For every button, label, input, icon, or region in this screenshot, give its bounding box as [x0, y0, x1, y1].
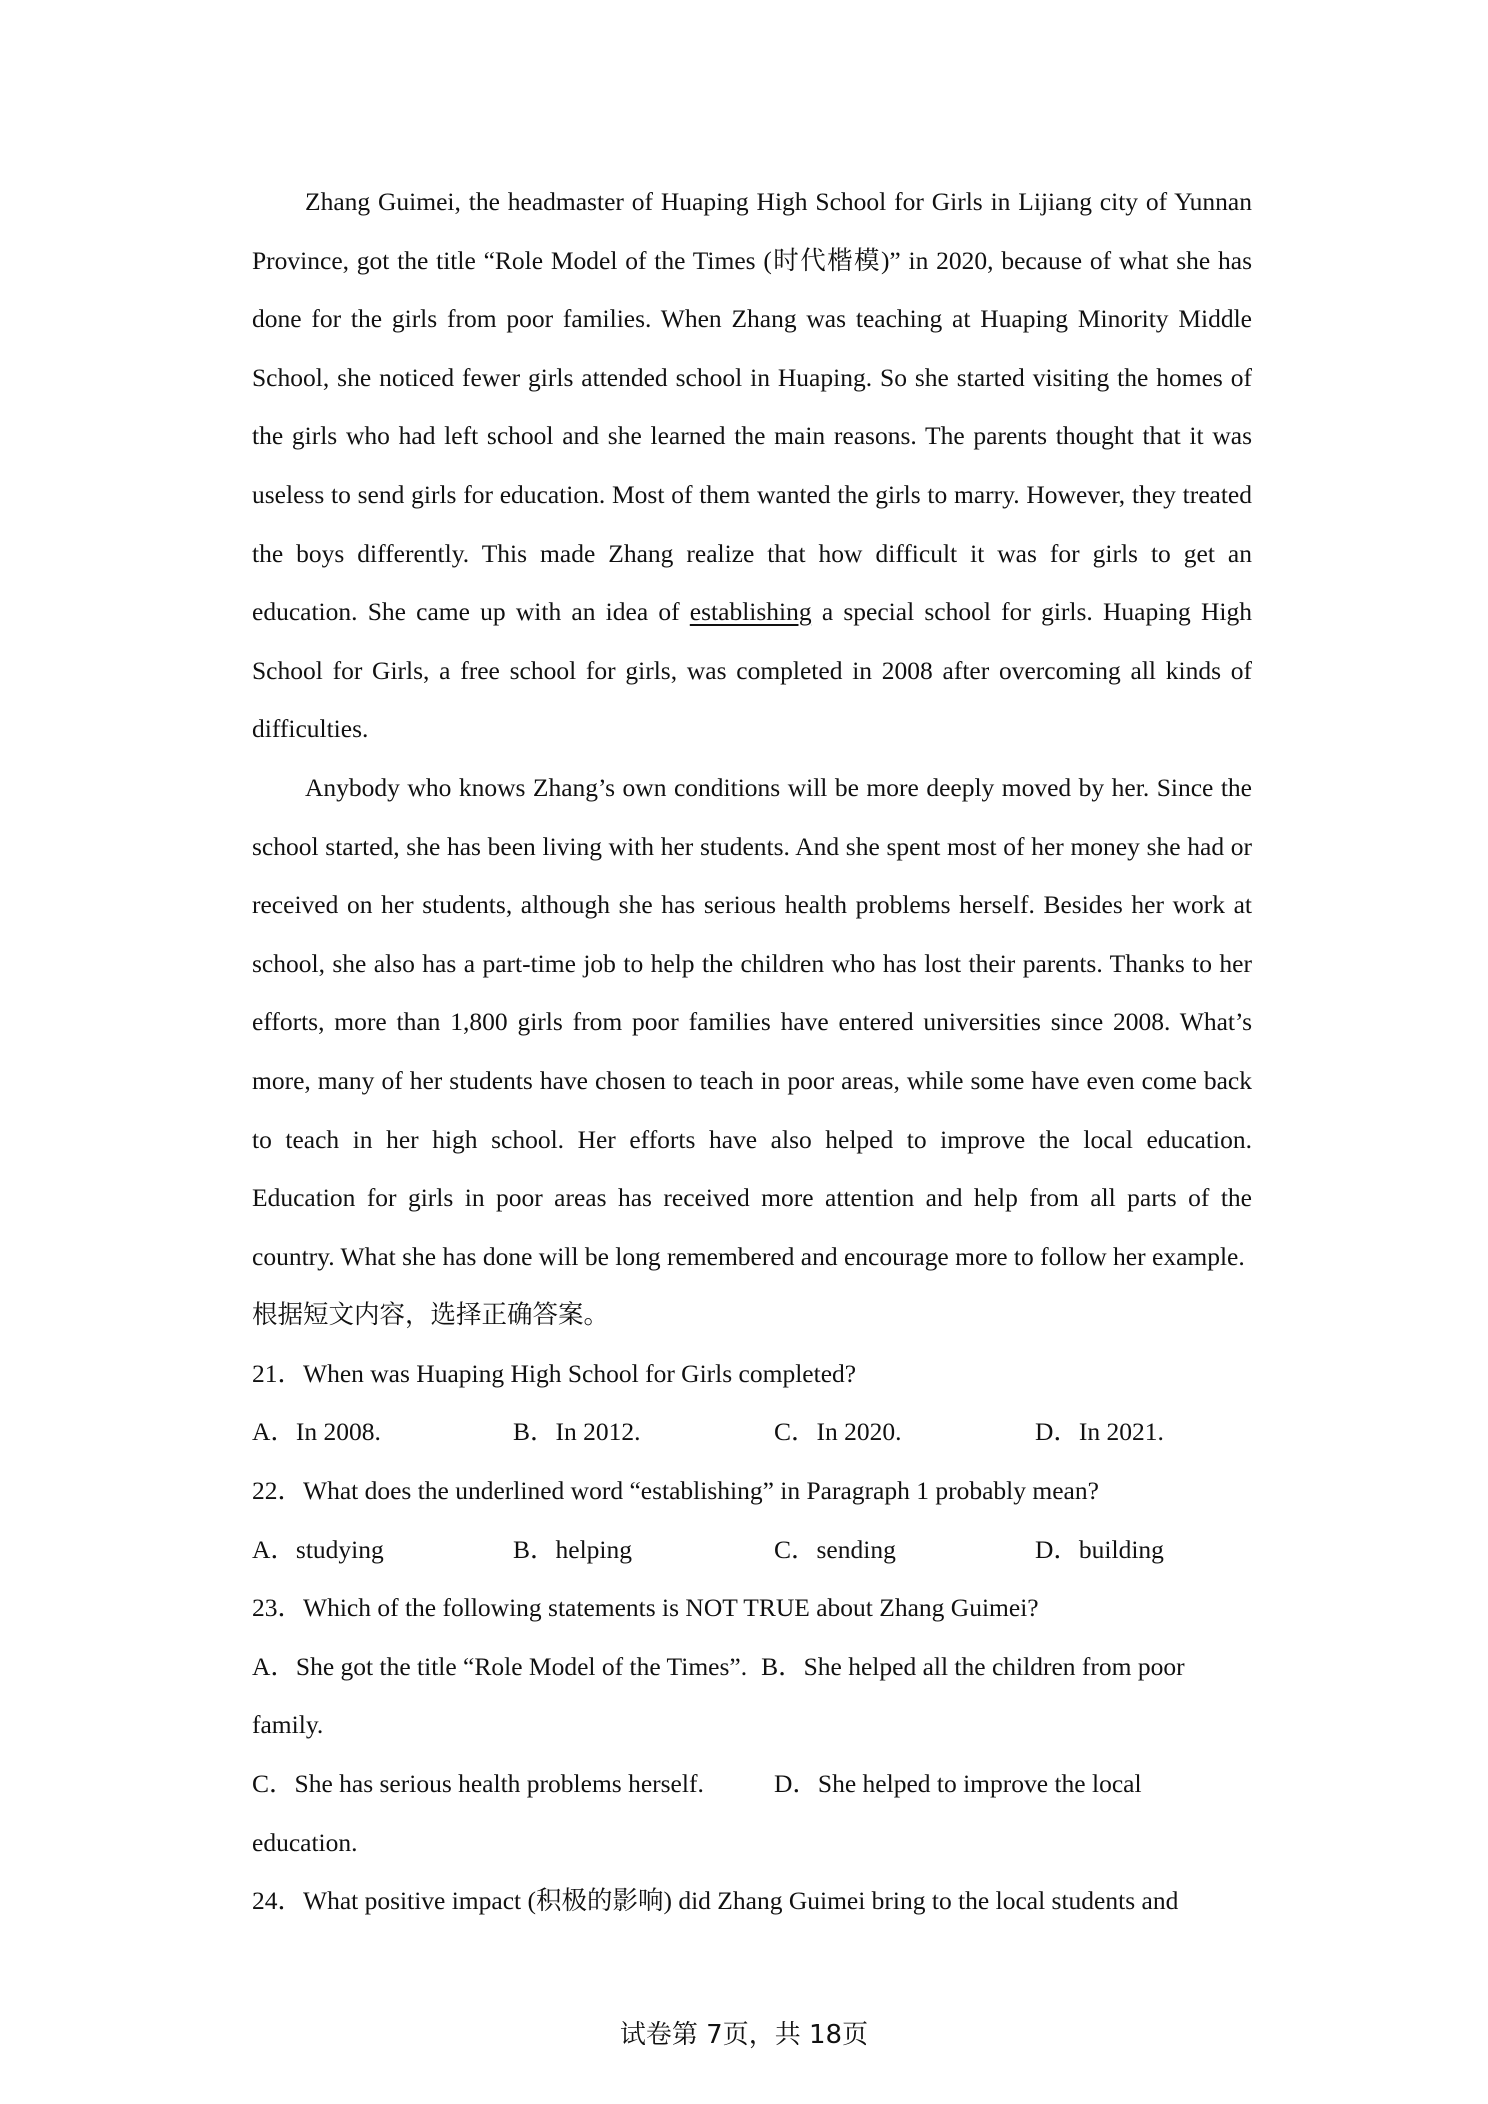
- question-22-stem: 22．What does the underlined word “establishing” in Paragraph 1 probably mean?: [252, 1476, 1099, 1506]
- page-footer: 试卷第 7页，共 18页: [619, 2020, 869, 2050]
- question-23-option-d[interactable]: D．She helped to improve the local: [774, 1769, 1142, 1799]
- question-21-option-a[interactable]: A．In 2008.: [252, 1417, 381, 1447]
- question-23-stem: 23．Which of the following statements is NOT TRUE about Zhang Guimei?: [252, 1593, 1039, 1623]
- question-23-option-b-continued[interactable]: family.: [252, 1710, 324, 1740]
- question-23-option-d-continued[interactable]: education.: [252, 1827, 358, 1857]
- question-21-option-b[interactable]: B．In 2012.: [513, 1417, 641, 1447]
- question-22-option-a[interactable]: A．studying: [252, 1534, 384, 1564]
- passage-paragraph-1-text-before: Zhang Guimei, the headmaster of Huaping High School for Girls in Lijiang city of Yunnan Province, got the title “Role Model of the Times (时代楷模)” in 2020, because of what she has done for the girls from poor families. When Zhang was teaching at Huaping Minority Middle School, she noticed fewer girls attended school in Huaping. So she started visiting the homes of the girls who had left school and she learned the main reasons. The parents thought that it was useless to send girls for education. Most of them wanted the girls to marry. However, they treated the boys differently. This made Zhang realize that how difficult it was for girls to get an education. She came up with an idea of: [252, 187, 1252, 627]
- question-22-option-c[interactable]: C．sending: [774, 1534, 896, 1564]
- question-24-stem: 24．What positive impact (积极的影响) did Zhang Guimei bring to the local students and: [252, 1886, 1179, 1916]
- question-22-options: [252, 1521, 1252, 1580]
- question-22-option-d[interactable]: D．building: [1035, 1534, 1164, 1564]
- question-23-option-a[interactable]: A．She got the title “Role Model of the Times”.: [252, 1651, 748, 1681]
- question-21-option-d[interactable]: D．In 2021.: [1035, 1417, 1164, 1447]
- passage-paragraph-1: [252, 173, 1252, 759]
- passage-paragraph-1-text-after: a special school for girls. Huaping High School for Girls, a free school for girls, was completed in 2008 after overcoming all kinds of difficulties.: [252, 597, 1253, 744]
- question-21-options: [252, 1403, 1252, 1462]
- question-23-option-c[interactable]: C．She has serious health problems herself.: [252, 1769, 704, 1799]
- question-21-stem: 21．When was Huaping High School for Girls completed?: [252, 1358, 857, 1388]
- question-23-option-b[interactable]: B．She helped all the children from poor: [761, 1651, 1185, 1681]
- underlined-word: establishing: [689, 597, 812, 627]
- question-23-options-row-2: [252, 1755, 1252, 1814]
- page-content: [252, 173, 1252, 1931]
- question-21-option-c[interactable]: C．In 2020.: [774, 1417, 902, 1447]
- instruction: 根据短文内容，选择正确答案。: [252, 1300, 610, 1330]
- question-23-options-row-1: [252, 1638, 1252, 1697]
- passage-paragraph-2: Anybody who knows Zhang’s own conditions will be more deeply moved by her. Since the school started, she has been living with her students. And she spent most of her money she had or received on her students, although she has serious health problems herself. Besides her work at school, she also has a part-time job to help the children who has lost their parents. Thanks to her efforts, more than 1,800 girls from poor families have entered universities since 2008. What’s more, many of her students have chosen to teach in poor areas, while some have even come back to teach in her high school. Her efforts have also helped to improve the local education. Education for girls in poor areas has received more attention and help from all parts of the country. What she has done will be long remembered and encourage more to follow her example.: [252, 772, 1252, 1271]
- question-22-option-b[interactable]: B．helping: [513, 1534, 632, 1564]
